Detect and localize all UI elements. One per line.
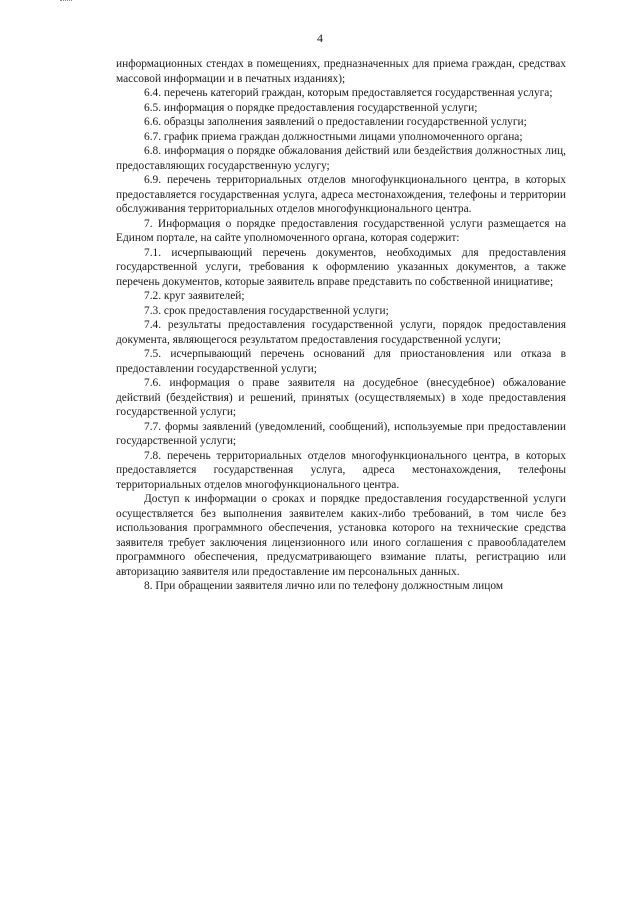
paragraph-6-5: 6.5. информация о порядке предоставления государственной услуги; <box>144 101 478 114</box>
scan-corner-mark <box>60 0 72 3</box>
paragraph-7-1: 7.1. исчерпывающий перечень документов, необходимых для предоставления государственной услуги, требования к оформлению указанных документов, а также перечень документов, которые заявитель вправе представить по собственной инициативе; <box>116 246 566 288</box>
paragraph-7-3: 7.3. срок предоставления государственной услуги; <box>144 304 389 317</box>
paragraph-7-7: 7.7. формы заявлений (уведомлений, сообщений), используемые при предоставлении государственной услуги; <box>116 420 566 447</box>
paragraph-6-8: 6.8. информация о порядке обжалования действий или бездействия должностных лиц, предоставляющих государственную услугу; <box>116 145 566 172</box>
paragraph-continuation: информационных стендах в помещениях, предназначенных для приема граждан, средствах массовой информации и в печатных изданиях); <box>116 58 566 85</box>
paragraph-8: 8. При обращении заявителя лично или по телефону должностным лицом <box>144 580 504 592</box>
paragraph-6-7: 6.7. график приема граждан должностными лицами уполномоченного органа; <box>144 130 523 143</box>
paragraph-7-6: 7.6. информация о праве заявителя на досудебное (внесудебное) обжалование действий (бездействия) и решений, принятых (осуществляемых) в ходе предоставления государственной услуги; <box>116 377 566 418</box>
paragraph-6-4: 6.4. перечень категорий граждан, которым предоставляется государственная услуга; <box>144 87 553 99</box>
page-number: 4 <box>317 31 323 45</box>
document-body <box>116 57 566 594</box>
paragraph-7: 7. Информация о порядке предоставления государственной услуги размещается на Едином портале, на сайте уполномоченного органа, которая содержит: <box>116 217 566 244</box>
paragraph-access-info: Доступ к информации о сроках и порядке предоставления государственной услуги осуществляется без выполнения заявителем каких-либо требований, в том числе без использования программного обеспечения, установка которого на технические средства заявителя требует заключения лицензионного или иного соглашения с правообладателем программного обеспечения, предусматривающего взимание платы, регистрацию или авторизацию заявителя или предоставление им персональных данных. <box>116 493 566 578</box>
paragraph-6-6: 6.6. образцы заполнения заявлений о предоставлении государственной услуги; <box>144 116 527 128</box>
paragraph-7-4: 7.4. результаты предоставления государственной услуги, порядок предоставления документа, являющегося результатом предоставления государственной услуги; <box>116 319 566 346</box>
paragraph-7-2: 7.2. круг заявителей; <box>144 290 245 302</box>
paragraph-7-8: 7.8. перечень территориальных отделов многофункционального центра, в которых предоставляется государственная услуга, адреса местонахождения, телефоны территориальных отделов многофункционального центра. <box>116 449 566 491</box>
paragraph-7-5: 7.5. исчерпывающий перечень оснований для приостановления или отказа в предоставлении государственной услуги; <box>116 348 566 375</box>
paragraph-6-9: 6.9. перечень территориальных отделов многофункционального центра, в которых предоставляется государственная услуга, адреса местонахождения, телефоны и территории обслуживания территориальных отделов многофункционального центра. <box>116 174 566 215</box>
